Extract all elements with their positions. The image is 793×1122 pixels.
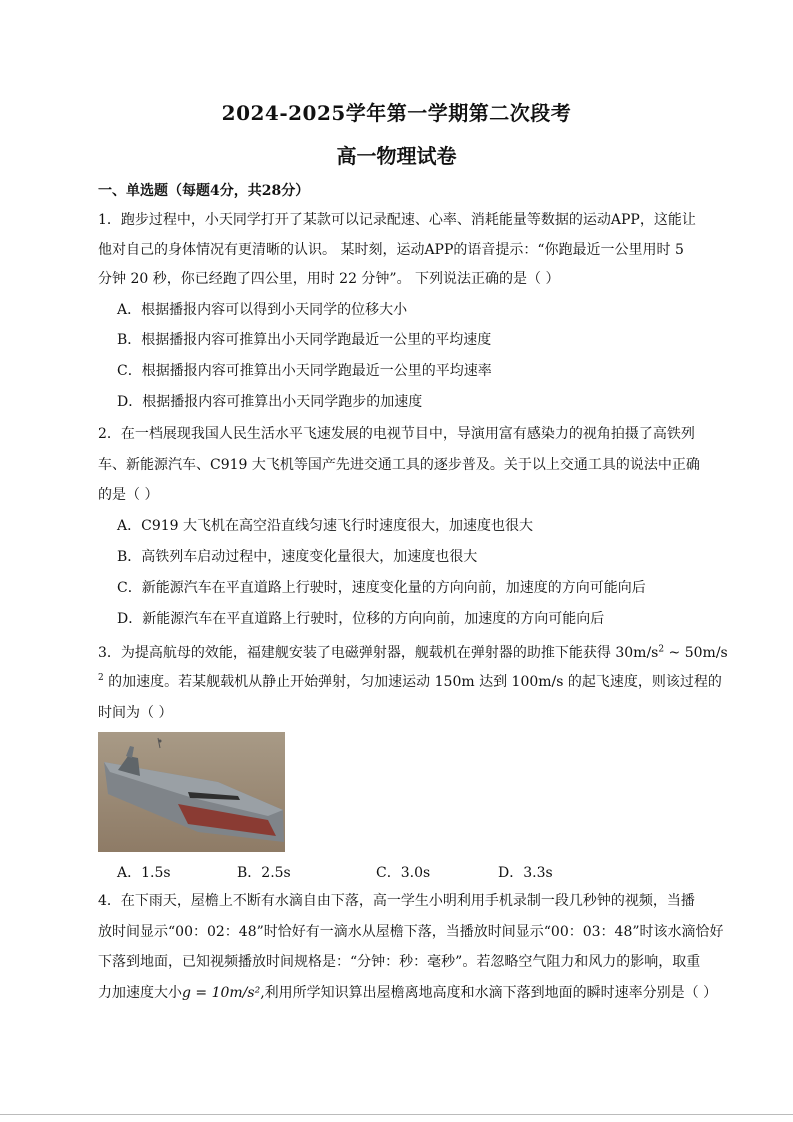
q3-option-c: C．3.0s	[376, 865, 431, 881]
exam-title: 2024-2025学年第一学期第二次段考	[221, 101, 572, 125]
q2-stem-line1: 2．在一档展现我国人民生活水平飞速发展的电视节目中，导演用富有感染力的视角拍摄了高铁列	[98, 426, 695, 442]
q1-stem-line2: 他对自己的身体情况有更清晰的认识。 某时刻，运动APP的语音提示：“你跑最近一公里用时 5	[98, 242, 684, 258]
q3-stem-line2: $^2$ 的加速度。若某舰载机从静止开始弹射，匀加速运动 150m 达到 100m/s 的起飞速度，则该过程的	[98, 673, 722, 690]
q2-stem-line3: 的是（ ）	[98, 487, 159, 503]
q4-stem-line1: 4．在下雨天，屋檐上不断有水滴自由下落，高一学生小明利用手机录制一段几秒钟的视频，当播	[98, 893, 695, 909]
q1-stem-line3: 分钟 20 秒，你已经跑了四公里，用时 22 分钟”。 下列说法正确的是（ ）	[98, 271, 560, 287]
q3-option-a: A．1.5s	[117, 865, 171, 881]
q1-option-c: C．根据播报内容可推算出小天同学跑最近一公里的平均速率	[117, 363, 492, 379]
q1-option-b: B．根据播报内容可推算出小天同学跑最近一公里的平均速度	[117, 332, 492, 348]
q2-option-b: B．高铁列车启动过程中，速度变化量很大，加速度也很大	[117, 549, 478, 565]
q2-option-a: A．C919 大飞机在高空沿直线匀速飞行时速度很大，加速度也很大	[117, 518, 533, 534]
gravity-formula: g = 10m/s²	[182, 985, 261, 1001]
q1-stem-line1: 1．跑步过程中，小天同学打开了某款可以记录配速、心率、消耗能量等数据的运动APP，这能让	[98, 212, 696, 228]
q4-stem-line4: 力加速度大小g = 10m/s²,利用所学知识算出屋檐离地高度和水滴下落到地面的瞬时速率分别是（ ）	[98, 985, 718, 1001]
q2-option-d: D．新能源汽车在平直道路上行驶时，位移的方向向前，加速度的方向可能向后	[117, 611, 605, 627]
q1-option-a: A．根据播报内容可以得到小天同学的位移大小	[117, 302, 408, 318]
q3-stem-line1: 3．为提高航母的效能，福建舰安装了电磁弹射器，舰载机在弹射器的助推下能获得 $30m/s^2$ ~ 50m/s	[98, 644, 728, 661]
section-heading: 一、单选题（每题4分，共28分）	[98, 183, 310, 199]
exam-subtitle: 高一物理试卷	[336, 144, 457, 168]
q1-option-d: D．根据播报内容可推算出小天同学跑步的加速度	[117, 394, 423, 410]
q4-stem-line2: 放时间显示“00：02：48”时恰好有一滴水从屋檐下落，当播放时间显示“00：03：48”时该水滴恰好	[98, 924, 724, 940]
q2-option-c: C．新能源汽车在平直道路上行驶时，速度变化量的方向向前，加速度的方向可能向后	[117, 580, 646, 596]
page-bottom-rule	[0, 1114, 793, 1115]
q2-stem-line2: 车、新能源汽车、C919 大飞机等国产先进交通工具的逐步普及。关于以上交通工具的说法中正确	[98, 457, 700, 473]
q3-stem-line3: 时间为（ ）	[98, 705, 173, 721]
q3-option-d: D．3.3s	[498, 865, 553, 881]
aircraft-carrier-photo	[98, 732, 285, 852]
q3-option-b: B．2.5s	[237, 865, 291, 881]
q4-stem-line3: 下落到地面，已知视频播放时间规格是：“分钟：秒：毫秒”。若忽略空气阻力和风力的影响，取重	[98, 954, 701, 970]
